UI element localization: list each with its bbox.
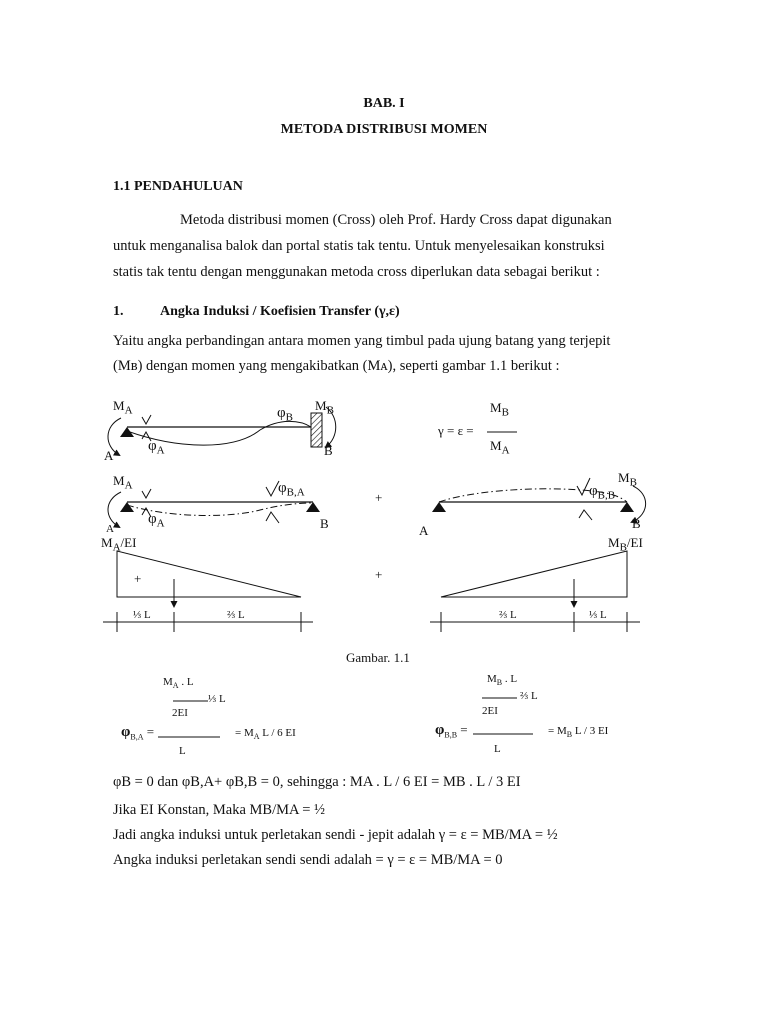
label-phi-a: $\varphi_A$ [148, 438, 165, 457]
eq-right-lhs: $\varphi_{B,B}$ = [435, 722, 468, 740]
eq-left-den-top: 2EI [172, 707, 188, 719]
moment-triangle [117, 551, 301, 597]
eq-right-frac-tail: ⅔ L [520, 690, 538, 702]
item-title: Angka Induksi / Koefisien Transfer (γ,ε) [160, 304, 400, 319]
eq-left-den: L [179, 745, 186, 757]
eq-left-rhs: = $M_A$ L / 6 EI [235, 727, 296, 742]
item-body-line-1: Yaitu angka perbandingan antara momen yang timbul pada ujung batang yang terjepit [113, 333, 611, 349]
rotation-tick-icon [579, 510, 592, 520]
label-node-b-row2-right: B [632, 516, 641, 531]
label-node-b: B [324, 443, 333, 458]
plus-sign-diagram: + [134, 571, 142, 586]
rotation-tick-icon [266, 512, 279, 523]
label-mb: $M_B$ [315, 398, 334, 417]
label-node-a-small: A [106, 523, 114, 535]
item-body-line-2: (Mʙ) dengan momen yang mengakibatkan (Mᴀ), seperti gambar 1.1 berikut : [113, 358, 560, 374]
label-mb-ei: $M_B/EI$ [608, 535, 643, 554]
conclusion-line-3: Jadi angka induksi untuk perletakan sendi - jepit adalah γ = ε = MB/MA = ½ [113, 827, 558, 843]
pin-support-icon [432, 502, 446, 512]
dim-left-twothird: ⅔ L [227, 609, 245, 621]
conclusion-line-1: φB = 0 dan φB,A+ φB,B = 0, sehingga : MA . L / 6 EI = MB . L / 3 EI [113, 774, 521, 790]
mei-diagram-right [430, 551, 640, 632]
gamma-denominator: $M_A$ [490, 438, 510, 457]
plus-sign-between: + [375, 567, 383, 582]
conclusion-line-4: Angka induksi perletakan sendi sendi adalah = γ = ε = MB/MA = 0 [113, 852, 503, 868]
dim-right-twothird: ⅔ L [499, 609, 517, 621]
label-phi-a-row2: $\varphi_A$ [148, 511, 165, 530]
dim-right-third: ⅓ L [589, 609, 607, 621]
label-phi-b: $\varphi_B$ [277, 405, 294, 424]
fixed-support-icon [311, 413, 322, 447]
eq-left-num-top: $M_A$ . L [163, 676, 194, 691]
rotation-tick-icon [142, 415, 151, 424]
gamma-numerator: $M_B$ [490, 400, 509, 419]
paragraph-line-3: statis tak tentu dengan menggunakan metoda cross diperlukan data sebagai berikut : [113, 264, 600, 280]
chapter-number: BAB. I [363, 96, 405, 111]
moment-arrow-a-icon [108, 492, 121, 527]
eq-right-den: L [494, 743, 501, 755]
item-number: 1. [113, 304, 124, 319]
eq-right-den-top: 2EI [482, 705, 498, 717]
pin-support-icon [120, 427, 134, 437]
beam-row-1 [108, 407, 336, 455]
plus-sign: + [375, 490, 383, 505]
rotation-tick-icon [142, 489, 151, 498]
label-ma-row2: $M_A$ [113, 473, 133, 492]
label-mb-row2: $M_B$ [618, 470, 637, 489]
label-node-a-row2-right: A [419, 523, 429, 538]
conclusion-line-2: Jika EI Konstan, Maka MB/MA = ½ [113, 802, 325, 818]
label-phi-bb: $\varphi_{B,B}$ [589, 483, 616, 502]
pin-support-icon [120, 502, 134, 512]
dim-left-third: ⅓ L [133, 609, 151, 621]
paragraph-line-2: untuk menganalisa balok dan portal statis tak tentu. Untuk menyelesaikan konstruksi [113, 238, 605, 254]
label-phi-ba: $\varphi_{B,A}$ [278, 480, 305, 499]
gamma-formula: γ = ε = [438, 423, 474, 438]
label-ma: $M_A$ [113, 398, 133, 417]
eq-left-lhs: $\varphi_{B,A}$ = [121, 724, 155, 742]
eq-right-num-top: $M_B$ . L [487, 673, 518, 688]
label-ma-ei: $M_A/EI$ [101, 535, 137, 554]
eq-right-rhs: = $M_B$ L / 3 EI [548, 725, 609, 740]
label-node-a: A [104, 448, 114, 463]
paragraph-line-1: Metoda distribusi momen (Cross) oleh Prof. Hardy Cross dapat digunakan [180, 212, 612, 228]
label-node-b-row2: B [320, 516, 329, 531]
pin-support-icon [306, 502, 320, 512]
eq-left-frac-tail: ⅓ L [208, 693, 226, 705]
section-heading: 1.1 PENDAHULUAN [113, 179, 243, 194]
moment-triangle [441, 551, 627, 597]
pin-support-icon [620, 502, 634, 512]
chapter-title: METODA DISTRIBUSI MOMEN [280, 122, 488, 137]
figure-caption: Gambar. 1.1 [346, 650, 410, 665]
